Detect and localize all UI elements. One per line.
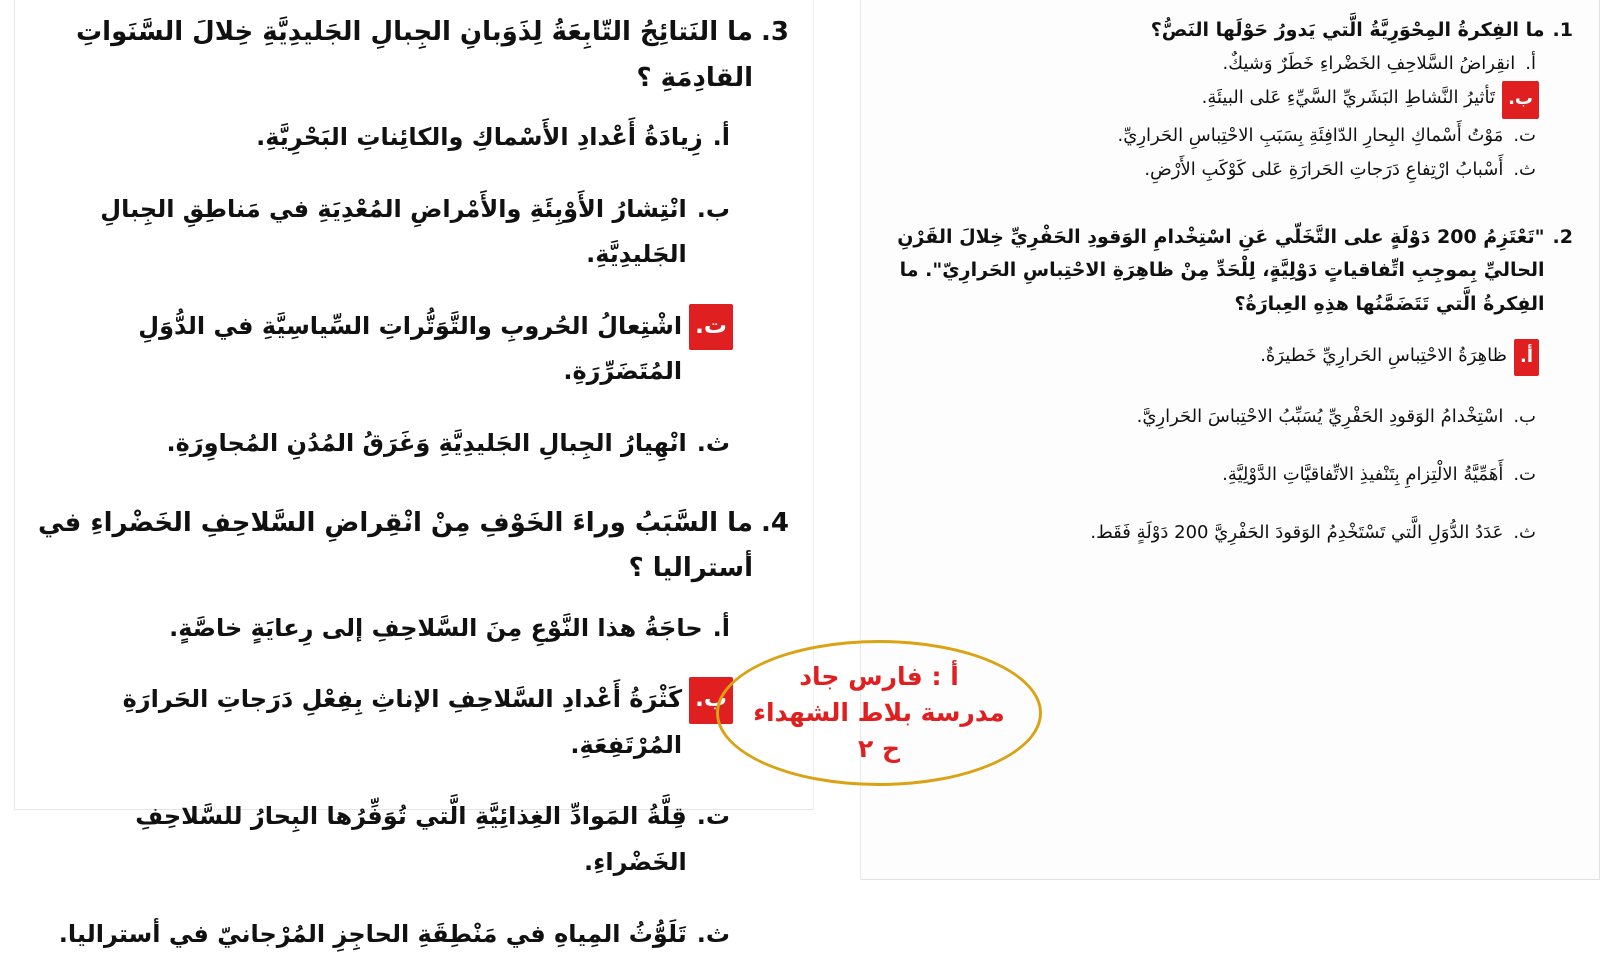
questions-column-left <box>14 0 814 948</box>
choice-label: ت. <box>1513 124 1536 146</box>
question-1-choices <box>879 47 1539 187</box>
question-2-number: 2. <box>1552 226 1573 248</box>
choice-text: عَدَدُ الدُّوَلِ الَّتي تَسْتَخْدِمُ الوَقودَ الحَفْرِيَّ 200 دَوْلَةٍ فَقَط. <box>1090 522 1504 544</box>
choice-label-highlighted: ب. <box>1502 81 1539 118</box>
question-block-2 <box>879 221 1573 551</box>
question-2-text: "تَعْتَزِمُ 200 دَوْلَةٍ على التَّخَلّي عَنِ اسْتِخْدامِ الوَقودِ الحَفْرِيِّ خِلالَ القَرْنِ الحاليِّ بِموجِبِ اتِّفاقياتٍ دَوْلِيَّةٍ، لِلْحَدِّ مِنْ ظاهِرَةِ الاحْتِباسِ الحَرارِيّ". ما الفِكرةُ الَّتي تَتَضَمَّنُها هذِهِ العِبارَةُ؟ <box>897 226 1545 315</box>
question-1-number: 1. <box>1552 19 1573 41</box>
choice-text: تَلَوُّثُ المِياهِ في مَنْطِقَةِ الحاجِزِ المُرْجانيّ في أستراليا. <box>58 919 687 948</box>
choice-item[interactable] <box>879 458 1539 492</box>
choice-item[interactable] <box>879 119 1539 153</box>
choice-label: ث. <box>696 919 730 948</box>
choice-item[interactable] <box>29 115 733 161</box>
choice-label: ت. <box>1513 464 1536 486</box>
question-2-heading <box>879 221 1573 321</box>
choice-text: ظاهِرَةُ الاحْتِباسِ الحَرارِيِّ خَطيرَةٌ. <box>1260 344 1507 366</box>
choice-item[interactable] <box>29 421 733 467</box>
choice-label: أ. <box>712 123 730 151</box>
choice-item[interactable] <box>879 516 1539 550</box>
choice-item[interactable] <box>29 912 733 957</box>
choice-label: أ. <box>712 613 730 642</box>
question-block-4 <box>29 501 789 957</box>
choice-label: ث. <box>1513 158 1536 180</box>
question-3-number: 3. <box>761 17 789 47</box>
choice-text: انْهِيارُ الجِبالِ الجَليدِيَّةِ وَغَرَقُ المُدُنِ المُجاوِرَةِ. <box>166 428 687 457</box>
question-4-number: 4. <box>761 507 789 538</box>
question-4-text: ما السَّبَبُ وراءَ الخَوْفِ مِنْ انْقِراضِ السَّلاحِفِ الخَضْراءِ في أستراليا ؟ <box>37 507 754 584</box>
choice-label: أ. <box>1525 53 1536 75</box>
choice-label: ث. <box>696 428 730 457</box>
choice-item[interactable] <box>879 339 1539 376</box>
question-4-heading <box>29 501 789 592</box>
choice-text: تَأثيرُ النَّشاطِ البَشَريِّ السَّيِّءِ عَلى البيئَةِ. <box>1201 87 1496 109</box>
question-1-text: ما الفِكرةُ المِحْوَرِيَّةُ الَّتي يَدورُ حَوْلَها النَصُّ؟ <box>1150 19 1545 41</box>
choice-label: ب. <box>1513 405 1536 427</box>
choice-item[interactable] <box>879 400 1539 434</box>
choice-label-highlighted: ت. <box>689 304 733 351</box>
choice-text: كَثْرَةُ أَعْدادِ السَّلاحِفِ الإناثِ بِفِعْلِ دَرَجاتِ الحَرارَةِ المُرْتَفِعَةِ. <box>122 685 683 759</box>
choice-text: اسْتِخْدامُ الوَقودِ الحَفْرِيِّ يُسَبِّبُ الاحْتِباسَ الحَرارِيَّ. <box>1136 405 1504 427</box>
question-block-1 <box>879 14 1573 187</box>
choice-label-highlighted: أ. <box>1514 339 1539 376</box>
choice-item[interactable] <box>29 677 733 768</box>
stamp-line-2: مدرسة بلاط الشهداء <box>753 697 1005 727</box>
question-block-3 <box>29 10 789 467</box>
choice-text: مَوْتُ أَسْماكِ البِحارِ الدّافِئَةِ بِسَبَبِ الاحْتِباسِ الحَرارِيِّ. <box>1117 124 1504 146</box>
choice-text: انْتِشارُ الأَوْبِئَةِ والأَمْراضِ المُعْدِيَةِ في مَناطِقِ الجِبالِ الجَليدِيَّةِ. <box>100 194 687 269</box>
question-2-choices <box>879 339 1539 551</box>
choice-text: حاجَةُ هذا النَّوْعِ مِنَ السَّلاحِفِ إلى رِعايَةٍ خاصَّةٍ. <box>169 613 703 642</box>
choice-item[interactable] <box>29 606 733 652</box>
choice-item[interactable] <box>879 81 1539 118</box>
question-3-text: ما النَتائِجُ التّابِعَةُ لِذَوَبانِ الجِبالِ الجَليدِيَّةِ خِلالَ السَّنَواتِ القادِمَةِ ؟ <box>76 17 754 93</box>
choice-label: ت. <box>696 802 730 831</box>
stamp-line-3: ح ٢ <box>858 734 900 764</box>
choice-text: زِيادَةُ أَعْدادِ الأَسْماكِ والكائِناتِ البَحْرِيَّةِ. <box>256 123 703 151</box>
choice-text: قِلَّةُ المَوادِّ الغِذائِيَّةِ الَّتي تُوَفِّرُها البِحارُ للسَّلاحِفِ الخَضْراءِ. <box>135 802 687 876</box>
choice-item[interactable] <box>29 794 733 885</box>
question-1-heading <box>879 14 1573 47</box>
choice-item[interactable] <box>29 304 733 395</box>
choice-item[interactable] <box>29 187 733 278</box>
teacher-stamp <box>716 640 1042 786</box>
choice-text: انقِراضُ السَّلاحِفِ الخَضْراءِ خَطَرٌ وَشيكٌ. <box>1222 53 1516 75</box>
question-4-choices <box>29 606 733 957</box>
question-3-choices <box>29 115 733 467</box>
choice-label-highlighted: ب. <box>689 677 733 724</box>
choice-text: أَهَمِّيَّةُ الالْتِزامِ بِتَنْفيذِ الاتِّفاقيَّاتِ الدَّوْلِيَّةِ. <box>1222 464 1504 486</box>
stamp-line-1: أ : فارس جاد <box>799 661 959 691</box>
choice-label: ب. <box>696 194 730 223</box>
choice-item[interactable] <box>879 47 1539 81</box>
choice-text: اشْتِعالُ الحُروبِ والتَّوَتُّراتِ السِّياسِيَّةِ في الدُّوَلِ المُتَضَرِّرَةِ. <box>138 311 683 386</box>
question-3-heading <box>29 10 789 101</box>
choice-text: أَسْبابُ ارْتِفاعِ دَرَجاتِ الحَرارَةِ عَلى كَوْكَبِ الأَرْضِ. <box>1144 158 1504 180</box>
choice-label: ث. <box>1513 522 1536 544</box>
choice-item[interactable] <box>879 153 1539 187</box>
